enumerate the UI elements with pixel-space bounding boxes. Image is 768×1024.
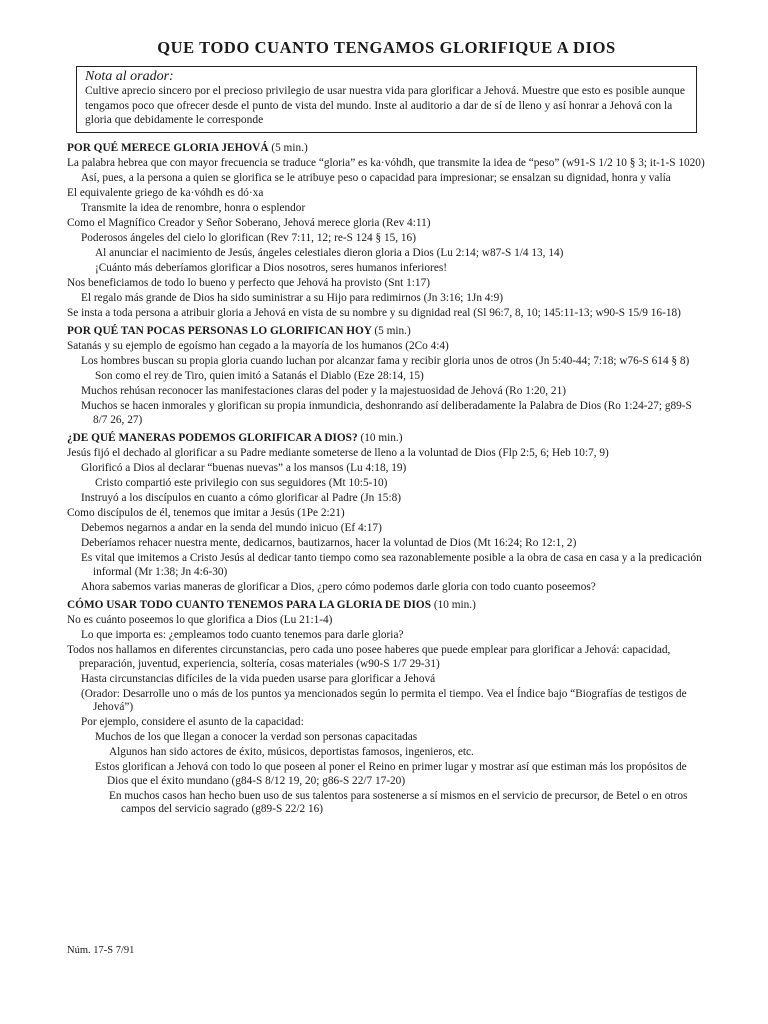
outline-point: Los hombres buscan su propia gloria cuando luchan por alcanzar fama y recibir gloria unos de otros (Jn 5:40-44; 7:18; w76-S 614 § 8) [81,355,690,367]
section-heading-text: ¿DE QUÉ MANERAS PODEMOS GLORIFICAR A DIOS? [67,432,358,444]
outline-point: La palabra hebrea que con mayor frecuencia se traduce “gloria” es ka·vóhdh, que transmite la idea de “peso” (w91-S 1/2 10 § 3; it-1-S 1020) [67,156,705,169]
outline-point: El regalo más grande de Dios ha sido suministrar a su Hijo para redimirnos (Jn 3:16; 1Jn 4:9) [81,291,503,304]
outline-point: Es vital que imitemos a Cristo Jesús al dedicar tanto tiempo como sea razonablemente posible a la obra de casa en casa y a la predicación informal (Mr 1:38; Jn 4:6-30) [81,552,702,578]
outline-point: Así, pues, a la persona a quien se glorifica se le atribuye peso o capacidad para impresionar; se ensalzan su dignidad, honra y valía [81,171,671,184]
outline-point: Transmite la idea de renombre, honra o esplendor [81,201,306,214]
outline-point: Como discípulos de él, tenemos que imitar a Jesús (1Pe 2:21) [67,507,345,519]
outline-point: Hasta circunstancias difíciles de la vida pueden usarse para glorificar a Jehová [81,672,436,685]
outline-point: Poderosos ángeles del cielo lo glorifican (Rev 7:11, 12; re-S 124 § 15, 16) [81,231,416,244]
outline-point: En muchos casos han hecho buen uso de sus talentos para sostenerse a sí mismos en el servicio de precursor, de Betel o en otros campos del servicio sagrado (g89-S 22/2 16) [109,789,688,815]
outline-point: Instruyó a los discípulos en cuanto a cómo glorificar al Padre (Jn 15:8) [81,492,401,504]
outline-point: Lo que importa es: ¿empleamos todo cuanto tenemos para darle gloria? [81,629,404,641]
outline-point: (Orador: Desarrolle uno o más de los puntos ya mencionados según lo permita el tiempo. Vea el Índice bajo “Biografías de testigos de Jehová”) [81,687,687,713]
footer-publication-number: Núm. 17-S 7/91 [67,945,135,956]
outline-point: Muchos se hacen inmorales y glorifican su propia inmundicia, deshonrando así deliberadamente la Palabra de Dios (Ro 1:24-27; g89-S 8/7 26, 27) [81,400,692,426]
outline-point: Como el Magnífico Creador y Señor Soberano, Jehová merece gloria (Rev 4:11) [67,216,431,229]
section-time: (5 min.) [271,141,308,154]
section-time: (10 min.) [433,599,476,611]
section-heading-text: CÓMO USAR TODO CUANTO TENEMOS PARA LA GLORIA DE DIOS [67,599,431,611]
outline-point: Ahora sabemos varias maneras de glorificar a Dios, ¿pero cómo podemos darle gloria con todo cuanto poseemos? [81,580,596,593]
section-heading [67,141,706,155]
outline-point: Al anunciar el nacimiento de Jesús, ángeles celestiales dieron gloria a Dios (Lu 2:14; w87-S 1/4 13, 14) [95,246,564,259]
section-heading [67,324,706,338]
outline-point: Cristo compartió este privilegio con sus seguidores (Mt 10:5-10) [95,477,388,489]
outline-point: Nos beneficiamos de todo lo bueno y perfecto que Jehová ha provisto (Snt 1:17) [67,276,430,289]
outline-point: Jesús fijó el dechado al glorificar a su Padre mediante someterse de lleno a la voluntad de Dios (Flp 2:5, 6; Heb 10:7, 9) [67,447,609,459]
section-time: (5 min.) [374,325,411,337]
outline-point: No es cuánto poseemos lo que glorifica a Dios (Lu 21:1-4) [67,614,333,626]
outline-point: Por ejemplo, considere el asunto de la capacidad: [81,716,304,728]
outline-point: Son como el rey de Tiro, quien imitó a Satanás el Diablo (Eze 28:14, 15) [95,370,424,382]
outline-point: Satanás y su ejemplo de egoísmo han cegado a la mayoría de los humanos (2Co 4:4) [67,340,449,352]
outline-point: Muchos rehúsan reconocer las manifestaciones claras del poder y la majestuosidad de Jehová (Ro 1:20, 21) [81,385,566,397]
outline-point: Se insta a toda persona a atribuir gloria a Jehová en vista de su nombre y su dignidad real (Sl 96:7, 8, 10; 145:11-13; w90-S 15/9 16-18) [67,306,681,319]
outline-point: Todos nos hallamos en diferentes circunstancias, pero cada uno posee haberes que puede emplear para glorificar a Jehová: capacidad, preparación, juventud, experiencia, soltería, cosas materiales (w90-S 1/7 29-31) [67,644,671,670]
outline-point: Deberíamos rehacer nuestra mente, dedicarnos, bautizarnos, hacer la voluntad de Dios (Mt 16:24; Ro 12:1, 2) [81,537,577,549]
document-title: QUE TODO CUANTO TENGAMOS GLORIFIQUE A DIOS [157,38,616,57]
speaker-note-text: Cultive aprecio sincero por el precioso privilegio de usar nuestra vida para glorificar a Jehová. Muestre que esto es posible aunque tengamos poco que ofrecer desde el punto de vista del mundo. Inste al auditorio a dar de sí de lleno y así honrar a Jehová con la gloria que debidamente le corresponde [85,85,686,126]
section-heading-text: POR QUÉ TAN POCAS PERSONAS LO GLORIFICAN HOY [67,325,372,337]
section-heading [67,431,706,445]
outline-point: ¡Cuánto más deberíamos glorificar a Dios nosotros, seres humanos inferiores! [95,261,447,274]
outline-point: Debemos negarnos a andar en la senda del mundo inicuo (Ef 4:17) [81,522,382,534]
outline-body [67,141,706,817]
section-time: (10 min.) [360,432,403,444]
outline-point: El equivalente griego de ka·vóhdh es dó·xa [67,186,264,199]
speaker-note-box [76,66,697,133]
section-heading-text: POR QUÉ MERECE GLORIA JEHOVÁ [67,141,269,154]
outline-point: Glorificó a Dios al declarar “buenas nuevas” a los mansos (Lu 4:18, 19) [81,462,407,474]
outline-point: Algunos han sido actores de éxito, músicos, deportistas famosos, ingenieros, etc. [109,746,474,758]
outline-point: Muchos de los que llegan a conocer la verdad son personas capacitadas [95,731,418,743]
speaker-note-title: Nota al orador: [85,69,174,84]
outline-point: Estos glorifican a Jehová con todo lo que poseen al poner el Reino en primer lugar y mostrar así que estiman más los propósitos de Dios que el éxito mundano (g84-S 8/12 19, 20; g86-S 22/7 17-20) [95,761,687,787]
section-heading [67,598,706,612]
